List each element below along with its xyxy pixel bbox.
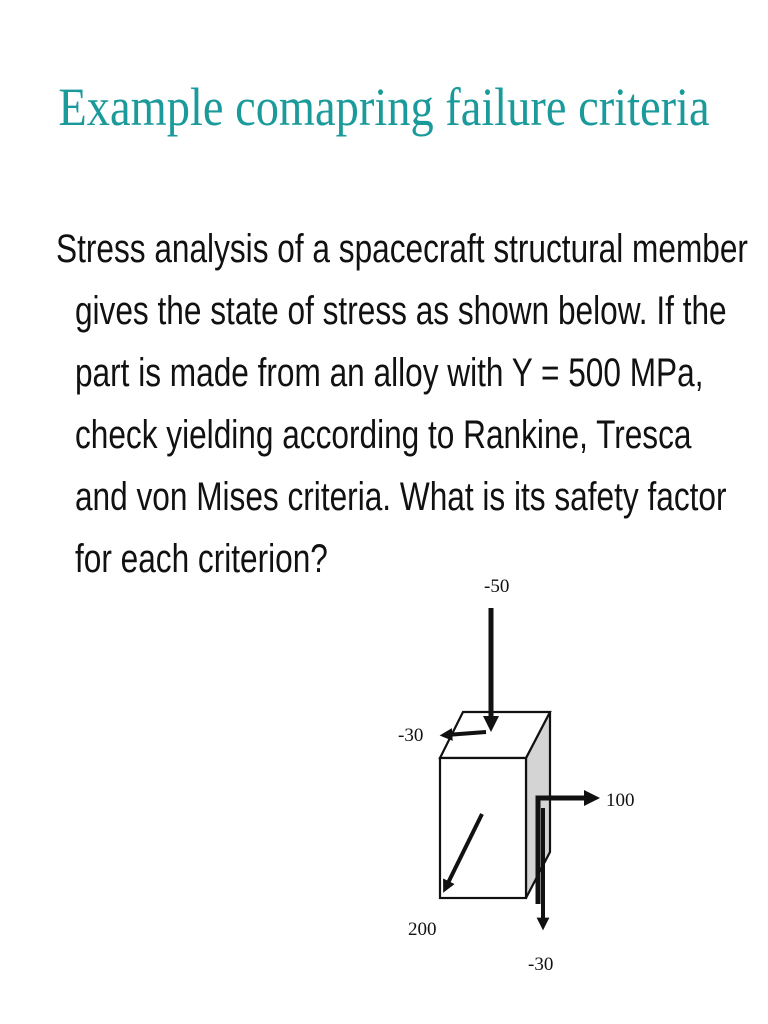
problem-statement bbox=[56, 218, 748, 590]
top-shear-label: -30 bbox=[398, 725, 424, 746]
front-stress-label: 200 bbox=[408, 919, 437, 940]
problem-line-3: part is made from an alloy with Y = 500 MPa, bbox=[74, 351, 704, 395]
problem-line-2: gives the state of stress as shown below. If the bbox=[74, 289, 727, 333]
stress-element-diagram bbox=[360, 560, 700, 990]
slide-title: Example comapring failure criteria bbox=[58, 77, 710, 137]
top-stress-label: -50 bbox=[484, 576, 510, 597]
problem-line-1: Stress analysis of a spacecraft structural member bbox=[56, 227, 748, 271]
right-stress-label: 100 bbox=[606, 790, 635, 811]
problem-line-5: and von Mises criteria. What is its safety factor bbox=[74, 475, 727, 519]
bottom-shear-label: -30 bbox=[528, 954, 554, 975]
problem-line-6: for each criterion? bbox=[74, 537, 328, 581]
problem-line-4: check yielding according to Rankine, Tresca bbox=[74, 413, 692, 457]
